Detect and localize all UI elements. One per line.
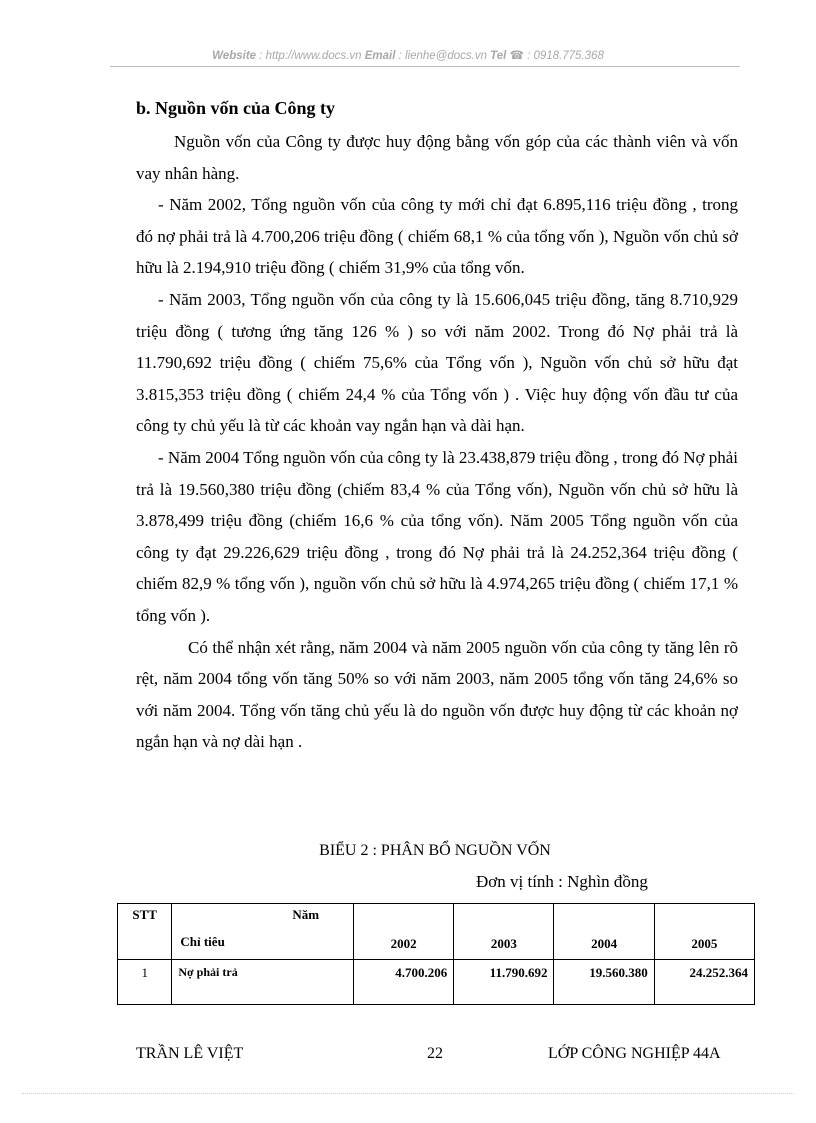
email-value: : lienhe@docs.vn	[395, 50, 491, 62]
unit-label: Đơn vị tính : Nghìn đồng	[476, 872, 648, 891]
paragraph-2002: - Năm 2002, Tổng nguồn vốn của công ty mới chỉ đạt 6.895,116 triệu đồng , trong đó nợ phải trả là 4.700,206 triệu đồng ( chiếm 68,1 % của tổng vốn ), Nguồn vốn chủ sở hữu là 2.194,910 triệu đồng ( chiếm 31,9% của tổng vốn.	[136, 195, 738, 278]
footer-class: LỚP CÔNG NGHIỆP 44A	[548, 1045, 721, 1062]
table-row	[118, 960, 755, 1005]
header-year-2003: 2003	[454, 904, 554, 960]
paragraph-2004-2005: - Năm 2004 Tổng nguồn vốn của công ty là 23.438,879 triệu đồng , trong đó Nợ phải trả là 19.560,380 triệu đồng (chiếm 83,4 % của Tổng vốn), Nguồn vốn chủ sở hữu là 3.878,499 triệu đồng (chiếm 16,6 % của tổng vốn). Năm 2005 Tổng nguồn vốn của công ty đạt 29.226,629 triệu đồng , trong đó Nợ phải trả là 24.252,364 triệu đồng ( chiếm 82,9 % tổng vốn ), nguồn vốn chủ sở hữu là 4.974,265 triệu đồng ( chiếm 17,1 % tổng vốn ).	[136, 447, 738, 625]
row-value-2003: 11.790.692	[454, 960, 554, 1005]
header-year-2005: 2005	[654, 904, 754, 960]
row-name: Nợ phải trả	[172, 960, 354, 1005]
paragraph-intro: Nguồn vốn của Công ty được huy động bằng vốn góp của các thành viên và vốn vay nhân hàng.	[136, 132, 738, 183]
header-year-2004: 2004	[554, 904, 654, 960]
page-header	[0, 48, 816, 62]
chart-title: BIỂU 2 : PHÂN BỔ NGUỒN VỐN	[319, 842, 551, 859]
footer-author: TRẦN LÊ VIỆT	[136, 1045, 244, 1062]
header-year-2002: 2002	[354, 904, 454, 960]
row-value-2005: 24.252.364	[654, 960, 754, 1005]
email-label: Email	[364, 50, 396, 62]
body-text	[136, 126, 738, 758]
header-year-label: Năm	[292, 907, 320, 922]
row-value-2004: 19.560.380	[554, 960, 654, 1005]
phone-icon: ☎	[506, 50, 524, 62]
paragraph-2003: - Năm 2003, Tổng nguồn vốn của công ty là 15.606,045 triệu đồng, tăng 8.710,929 triệu đồng ( tương ứng tăng 126 % ) so với năm 2002. Trong đó Nợ phải trả là 11.790,692 triệu đồng ( chiếm 75,6% của Tổng vốn ), Nguồn vốn chủ sở hữu đạt 3.815,353 triệu đồng ( chiếm 24,4 % của Tổng vốn ) . Việc huy động vốn đầu tư của công ty chủ yếu là từ các khoản vay ngắn hạn và dài hạn.	[136, 289, 738, 436]
header-indicator-label: Chỉ tiêu	[180, 934, 225, 949]
tel-label: Tel	[490, 50, 507, 62]
section-heading: b. Nguồn vốn của Công ty	[136, 98, 336, 118]
header-divider	[110, 66, 740, 67]
header-diagonal-cell	[172, 904, 354, 960]
website-label: Website	[212, 50, 257, 62]
header-stt: STT	[118, 904, 172, 960]
table-header-row	[118, 904, 755, 960]
row-value-2002: 4.700.206	[354, 960, 454, 1005]
capital-table	[117, 903, 755, 1005]
row-stt: 1	[118, 960, 172, 1005]
website-value: : http://www.docs.vn	[256, 50, 365, 62]
tel-value: : 0918.775.368	[523, 50, 604, 62]
paragraph-conclusion: Có thể nhận xét rằng, năm 2004 và năm 2005 nguồn vốn của công ty tăng lên rõ rệt, năm 2004 tổng vốn tăng 50% so với năm 2003, năm 2005 tổng vốn tăng 24,6% so với năm 2004. Tổng vốn tăng chủ yếu là do nguồn vốn được huy động từ các khoản nợ ngắn hạn và nợ dài hạn .	[136, 637, 738, 752]
bottom-divider	[22, 1093, 794, 1094]
footer-page-number: 22	[427, 1045, 443, 1062]
